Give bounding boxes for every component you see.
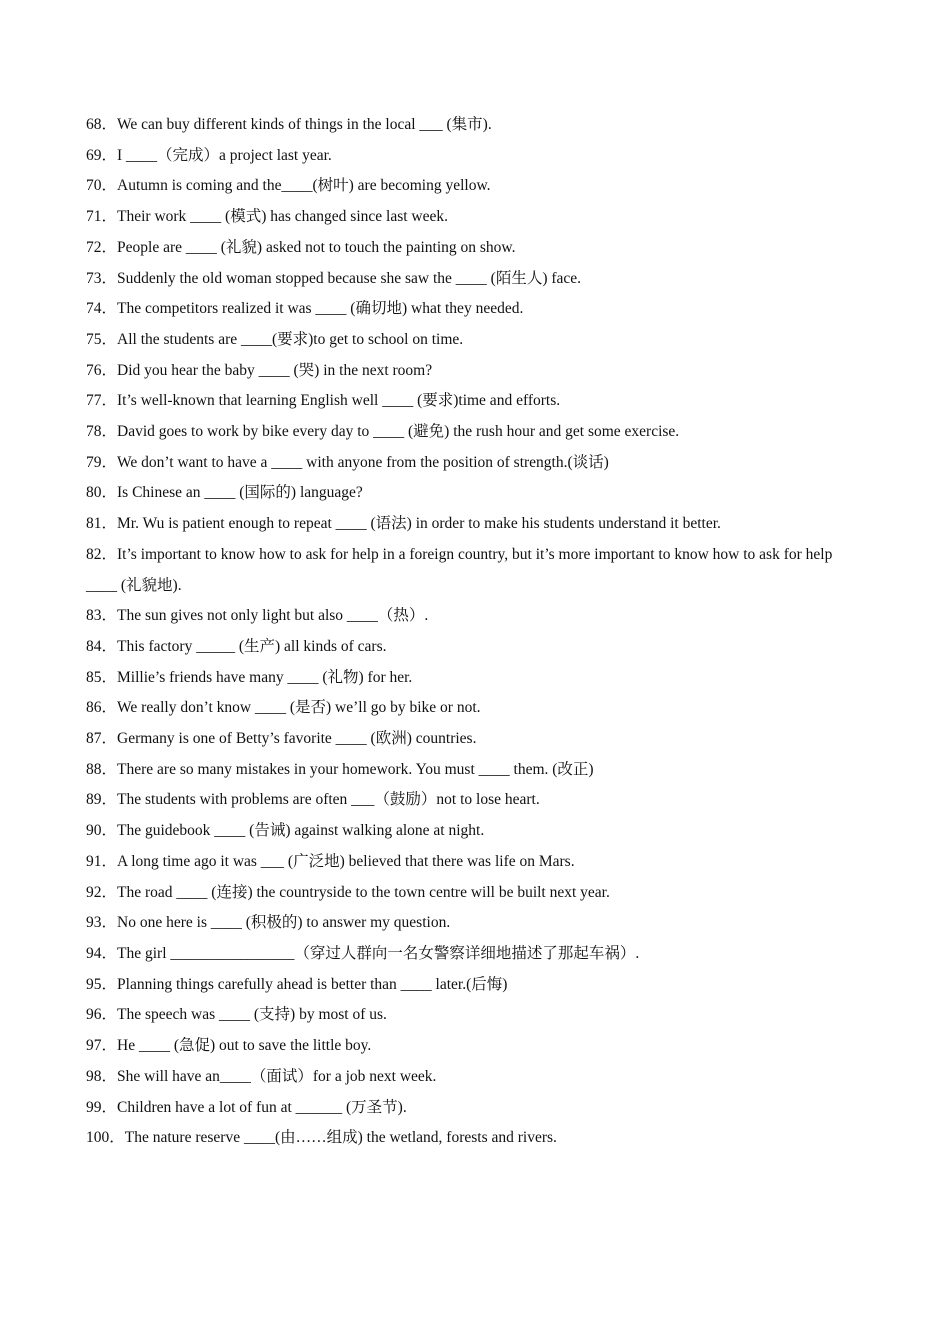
question-text: We don’t want to have a ____ with anyone from the position of strength.(谈话) [117,453,609,471]
question-number: 75． [86,330,118,348]
question-item [86,785,866,816]
question-list [86,110,866,1154]
question-item [86,847,866,878]
question-item [86,878,866,909]
question-item [86,325,866,356]
question-item [86,233,866,264]
question-item [86,1123,866,1154]
question-item [86,908,866,939]
question-number: 71． [86,208,118,226]
question-number: 88． [86,760,118,778]
question-item [86,1031,866,1062]
question-text: Is Chinese an ____ (国际的) language? [117,484,363,502]
question-text: Millie’s friends have many ____ (礼物) for her. [117,668,413,686]
question-text: All the students are ____(要求)to get to school on time. [117,330,464,348]
question-item [86,386,866,417]
question-number: 91． [86,852,118,870]
question-text: He ____ (急促) out to save the little boy. [117,1037,372,1055]
question-item [86,478,866,509]
question-item [86,939,866,970]
question-text: It’s well-known that learning English well ____ (要求)time and efforts. [117,392,561,410]
question-text: The students with problems are often ___（鼓励）not to lose heart. [117,791,540,809]
question-text: Their work ____ (模式) has changed since last week. [117,208,449,226]
question-number: 83． [86,607,118,625]
question-item [86,693,866,724]
question-number: 84． [86,637,118,655]
question-number: 79． [86,453,118,471]
question-text: Suddenly the old woman stopped because she saw the ____ (陌生人) face. [117,269,582,287]
question-text: She will have an____（面试）for a job next week. [117,1067,437,1085]
question-text: The speech was ____ (支持) by most of us. [117,1006,387,1024]
question-number: 87． [86,730,118,748]
question-item [86,632,866,663]
question-number: 72． [86,238,118,256]
question-text: The girl ________________（穿过人群向一名女警察详细地描述了那起车祸）. [117,944,640,962]
question-text: Did you hear the baby ____ (哭) in the next room? [117,361,433,379]
question-text: People are ____ (礼貌) asked not to touch the painting on show. [117,238,516,256]
question-text: Germany is one of Betty’s favorite ____ (欧洲) countries. [117,730,477,748]
question-number: 86． [86,699,118,717]
question-text: The road ____ (连接) the countryside to the town centre will be built next year. [117,883,610,901]
question-item [86,816,866,847]
question-number: 81． [86,515,118,533]
question-number: 98． [86,1067,118,1085]
question-text: David goes to work by bike every day to ____ (避免) the rush hour and get some exercise. [117,423,680,441]
question-number: 93． [86,914,118,932]
question-number: 73． [86,269,118,287]
question-text: Children have a lot of fun at ______ (万圣节). [117,1098,407,1116]
question-item [86,294,866,325]
question-item [86,509,866,540]
question-item [86,417,866,448]
question-item [86,202,866,233]
question-text: This factory _____ (生产) all kinds of cars. [117,637,387,655]
question-item [86,724,866,755]
question-item [86,755,866,786]
question-number: 97． [86,1037,118,1055]
question-number: 68． [86,116,118,133]
question-number: 76． [86,361,118,379]
question-item [86,448,866,479]
question-text: There are so many mistakes in your homework. You must ____ them. (改正) [117,760,594,778]
question-item [86,141,866,172]
question-number: 95． [86,975,118,993]
question-number: 90． [86,822,118,840]
question-number: 85． [86,668,118,686]
question-item [86,601,866,632]
question-number: 82． [86,545,118,563]
question-item [86,1000,866,1031]
question-item [86,110,866,141]
question-number: 94． [86,944,118,962]
question-item [86,1062,866,1093]
question-number: 89． [86,791,118,809]
question-text: We can buy different kinds of things in the local ___ (集市). [117,116,492,133]
question-number: 92． [86,883,118,901]
question-text: Planning things carefully ahead is better than ____ later.(后悔) [117,975,508,993]
question-item [86,970,866,1001]
question-item [86,663,866,694]
question-text: We really don’t know ____ (是否) we’ll go by bike or not. [117,699,481,717]
question-text: Autumn is coming and the____(树叶) are becoming yellow. [117,177,491,195]
question-text: The competitors realized it was ____ (确切地) what they needed. [117,300,524,318]
question-number: 80． [86,484,118,502]
question-item [86,356,866,387]
question-text: The sun gives not only light but also ____（热）. [117,607,429,625]
question-number: 100． [86,1129,125,1147]
question-item [86,1093,866,1124]
question-text: No one here is ____ (积极的) to answer my question. [117,914,451,932]
question-item [86,264,866,295]
question-text: Mr. Wu is patient enough to repeat ____ (语法) in order to make his students understand it better. [117,515,721,533]
question-number: 99． [86,1098,118,1116]
question-text: The nature reserve ____(由……组成) the wetland, forests and rivers. [124,1129,557,1147]
question-text: It’s important to know how to ask for help in a foreign country, but it’s more important to know how to ask for help ____ (礼貌地). [86,545,833,594]
question-number: 77． [86,392,118,410]
question-number: 74． [86,300,118,318]
question-text: The guidebook ____ (告诫) against walking alone at night. [117,822,485,840]
question-number: 96． [86,1006,118,1024]
question-number: 69． [86,146,118,164]
question-number: 70． [86,177,118,195]
question-item [86,171,866,202]
question-number: 78． [86,423,118,441]
question-text: A long time ago it was ___ (广泛地) believed that there was life on Mars. [117,852,575,870]
question-text: I ____（完成）a project last year. [117,146,332,164]
question-item [86,540,866,601]
